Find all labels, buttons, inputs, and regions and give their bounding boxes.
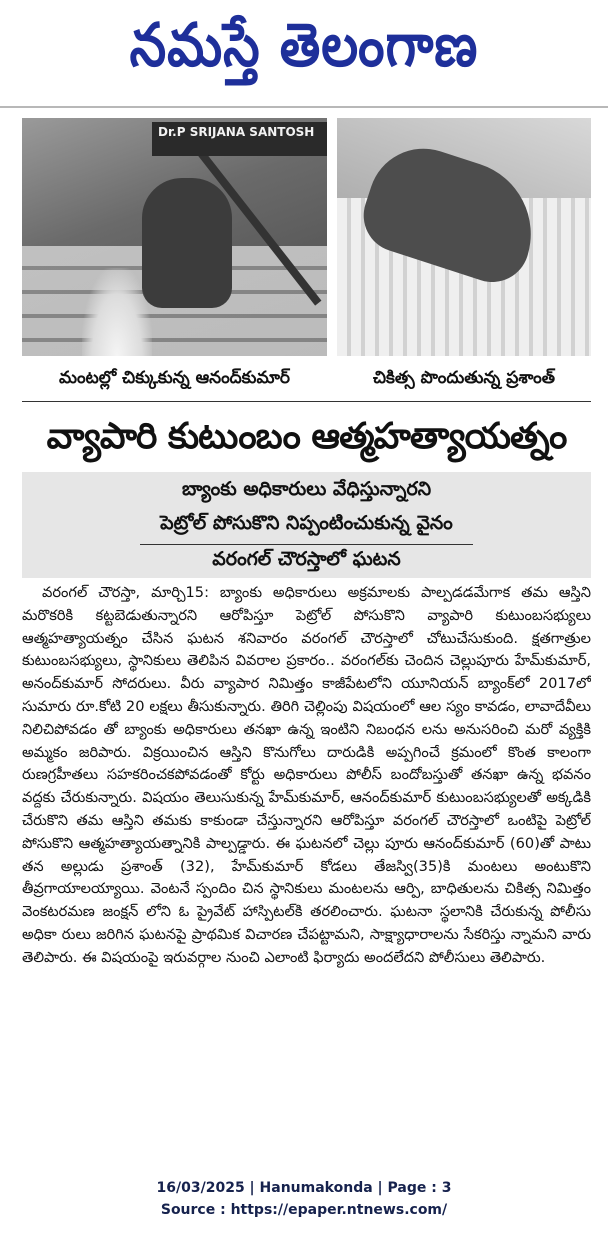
photo-flames — [82, 268, 152, 356]
caption-divider — [22, 401, 591, 402]
subheadline-divider — [140, 544, 473, 545]
article-body-text: వరంగల్ చౌరస్తా, మార్చి15: బ్యాంకు అధికారులు అక్రమాలకు పాల్పడడమేగాక తమ ఆస్తిని మరొకరికి కట్టబెడుతున్నారని ఆరోపిస్తూ పెట్రోల్ పోసుకొని వ్యాపారి కుటుంబసభ్యులు ఆత్మహత్యాయత్నం చేసిన ఘటన శనివారం వరంగల్ చౌరస్తాలో చోటుచేసుకుంది. క్షతగాత్రుల కుటుంబసభ్యులు, స్థానికులు తెలిపిన వివరాల ప్రకారం.. వరంగల్‌కు చెందిన చెల్లుపూరు హేమ్‌కుమార్, అనంద్‌కుమార్ సోదరులు. వీరు వ్యాపార నిమిత్తం కాజీపేటలోని యూనియన్ బ్యాంక్‌లో 2017లో సుమారు రూ.కోటి 20 లక్షలు తీసుకున్నారు. తిరిగి చెల్లింపు విషయంలో ఆల స్యం కావడం, లావాదేవీలు నిలిచిపోవడం తో బ్యాంకు అధికారులు తనఖా ఉన్న ఇంటిని నిబంధన లను అనుసరించి మరో వ్యక్తికి అమ్మకం జరిపారు. విక్రయించిన ఆస్తిని కొనుగోలు దారుడికి అప్పగించే క్రమంలో కొంత కాలంగా రుణగ్రహీతలు సహకరించకపోవడంతో కోర్టు అధికారులు పోలీస్ బందోబస్తుతో తనఖా ఉన్న భవనం వద్దకు చేరుకున్నారు. విషయం తెలుసుకున్న హేమ్‌కుమార్, ఆనంద్‌కుమార్ కుటుంబసభ్యులతో అక్కడికి చేరుకొని తమ ఆస్తిని తమకు కాకుండా చేస్తున్నారని ఆరోపిస్తూ వరంగల్ చౌరస్తాలో ఒంటిపై పెట్రోల్ పోసుకొని ఆత్మహత్యాయత్నానికి పాల్పడ్డారు. ఈ ఘటనలో చెల్లు పూరు ఆనంద్‌కుమార్ (60)తో పాటు తన అల్లుడు ప్రశాంత్ (32), హేమ్‌కుమార్ కోడలు తేజస్వి(35)కి మంటలు అంటుకొని తీవ్రగాయాలయ్యాయి. వెంటనే స్పందిం చిన స్థానికులు మంటలను ఆర్పి, బాధితులను చికిత్స నిమిత్తం వెంకటరమణ జంక్షన్ లోని ఓ ప్రైవేట్ హాస్పిటల్‌కి తరలించారు. ఘటనా స్థలానికి చేరుకున్న పోలీసు అధికా రులు జరిగిన ఘటనపై ప్రాథమిక విచారణ చేపట్టామని, సాక్ష్యాధారాలను సేకరిస్తు న్నామని వారు తెలిపారు. ఈ విషయంపై ఇరువర్గాల నుంచి ఎలాంటి ఫిర్యాదు అందలేదని పోలీసులు తెలిపారు. — [22, 584, 591, 966]
newspaper-logo: నమస్తే తెలంగాణ — [129, 11, 479, 81]
subheadline-1: బ్యాంకు అధికారులు వేధిస్తున్నారని — [181, 478, 432, 500]
subheadline-2: పెట్రోల్ పోసుకొని నిప్పంటించుకున్న వైనం — [160, 512, 453, 534]
photo-hospital-patient — [337, 118, 591, 356]
photo-caption-right: చికిత్స పొందుతున్న ప్రశాంత్ — [373, 368, 555, 388]
article-headline: వ్యాపారి కుటుంబం ఆత్మహత్యాయత్నం — [46, 416, 567, 457]
photo-burning-man — [22, 118, 327, 356]
article-body — [22, 582, 591, 1174]
subheadline-3: వరంగల్ చౌరస్తాలో ఘటన — [212, 548, 401, 570]
footer-meta: 16/03/2025 | Hanumakonda | Page : 3 — [156, 1180, 452, 1196]
photo-person — [142, 178, 232, 308]
subheadline-box — [22, 472, 591, 578]
masthead — [0, 0, 608, 108]
footer-source: Source : https://epaper.ntnews.com/ — [160, 1202, 448, 1218]
photo-caption-left: మంటల్లో చిక్కుకున్న ఆనంద్‌కుమార్ — [59, 368, 290, 388]
clinic-signboard: Dr.P SRIJANA SANTOSH — [152, 122, 327, 156]
